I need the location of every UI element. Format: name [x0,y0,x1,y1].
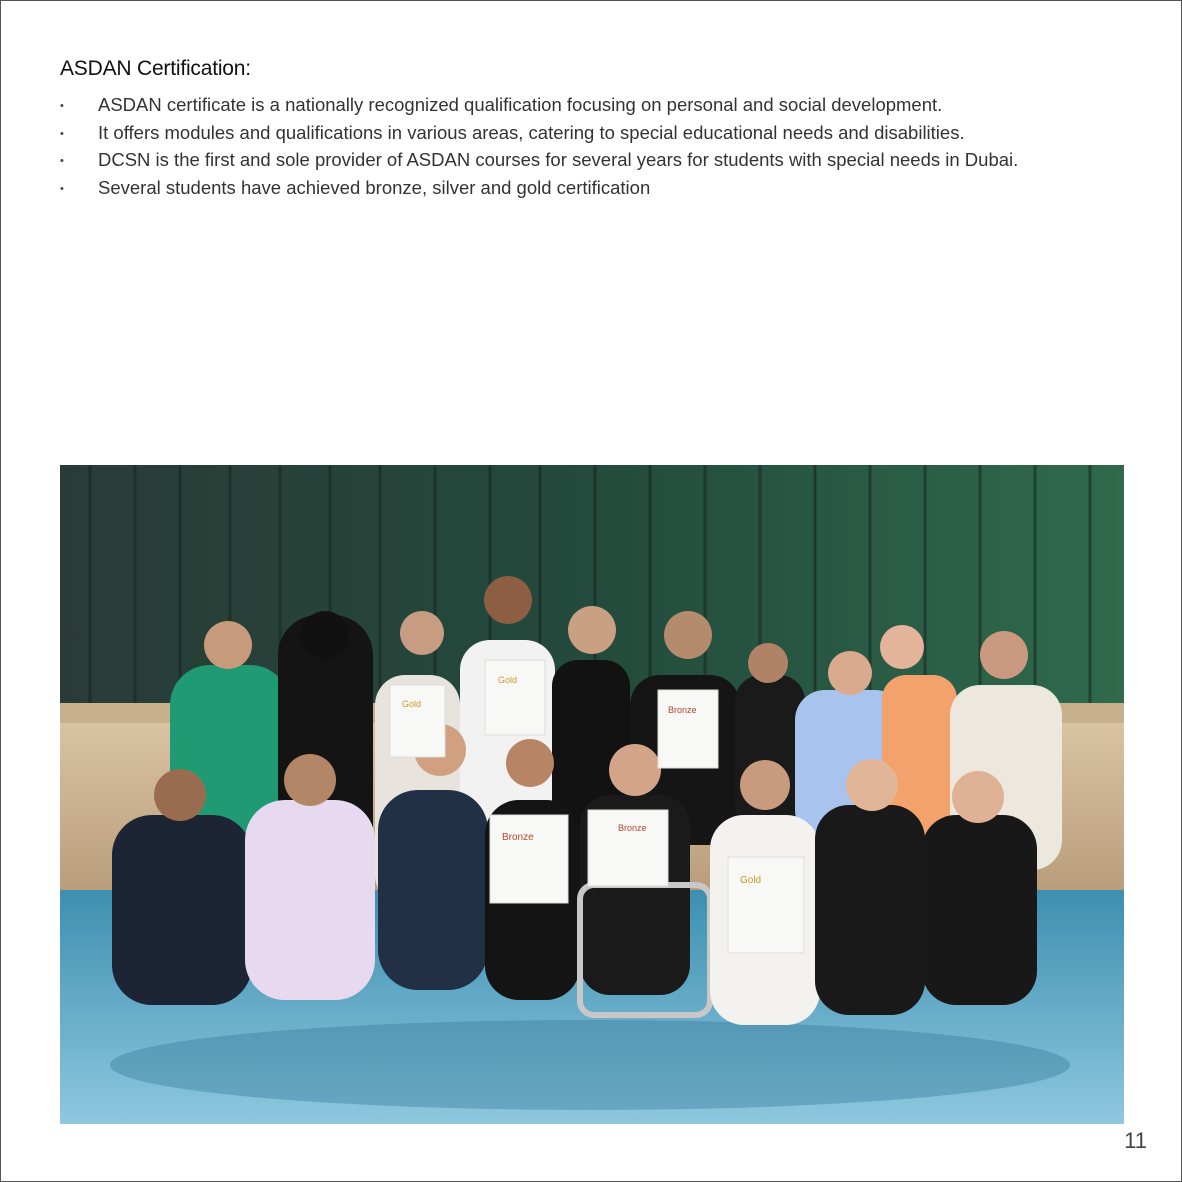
certificate-label: Gold [402,699,422,709]
bullet-text: ASDAN certificate is a nationally recognized qualification focusing on personal and social development. [98,94,943,115]
certificate-label: Gold [498,675,518,685]
list-item [60,94,1140,122]
bullet-text: It offers modules and qualifications in various areas, catering to special educational needs and disabilities. [98,121,965,143]
certificate-label: Bronze [668,705,697,715]
certificate [658,690,718,768]
certificate-label: Bronze [502,832,534,843]
page-number: 11 [1124,1128,1147,1153]
certificate [390,685,445,757]
certificate [485,660,545,735]
floor-shadow [110,1020,1070,1110]
certificate [728,857,804,953]
list-item [60,177,1140,205]
certificate-label: Gold [740,875,762,886]
group-photo-illustration [60,465,1124,1124]
certificate [490,815,568,903]
certificate [588,810,668,886]
bullet-list [60,94,1140,204]
bullet-text: DCSN is the first and sole provider of ASDAN courses for several years for students with special needs in Dubai. [98,149,1019,170]
bullet-icon: • [60,127,64,140]
bullet-icon: • [60,100,64,112]
bullet-text: Several students have achieved bronze, silver and gold certification [98,176,651,198]
list-item [60,149,1140,177]
list-item [60,122,1140,150]
section-heading: ASDAN Certification: [60,57,251,80]
group-photo [60,465,1124,1124]
certificate-label: Bronze [618,823,647,833]
bullet-icon: • [60,155,64,167]
bullet-icon: • [60,182,64,195]
